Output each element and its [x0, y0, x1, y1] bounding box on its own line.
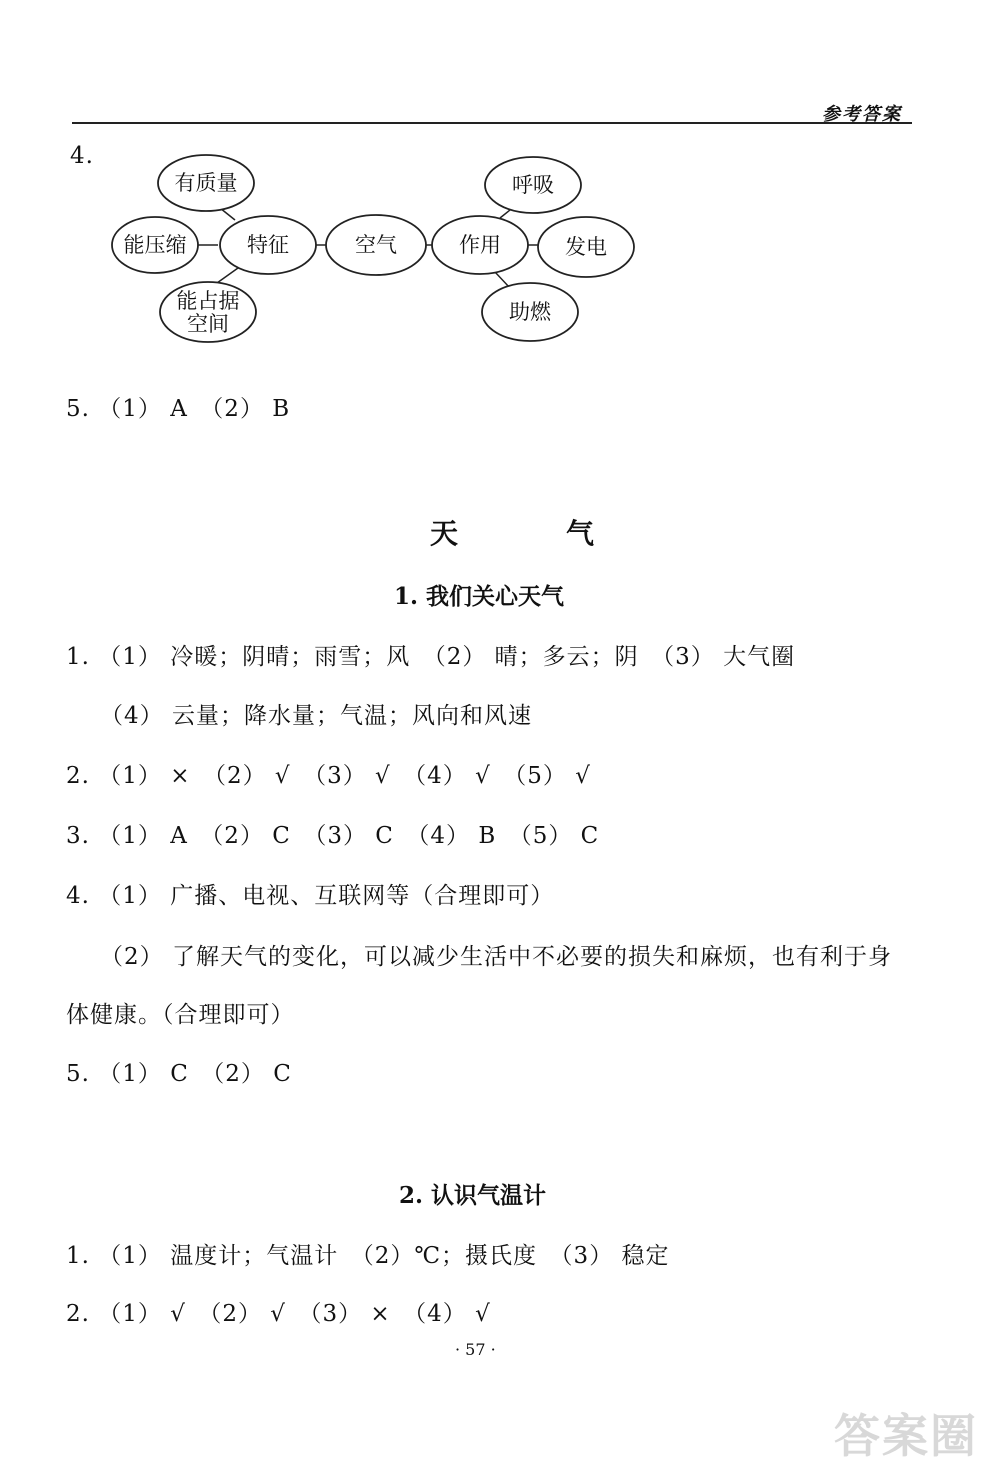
label-compressible: 能压缩: [123, 233, 187, 257]
label-power: 发电: [565, 235, 607, 259]
label-uses: 作用: [459, 233, 501, 257]
label-breathing: 呼吸: [512, 173, 554, 197]
label-occupy-line1: 能占据: [176, 289, 240, 313]
label-air: 空气: [355, 233, 397, 257]
air-mindmap: [100, 150, 660, 360]
page-number: · 57 ·: [455, 1340, 496, 1359]
section-title: 天 气: [430, 517, 635, 550]
answer-5-top: 5. （1） A （2） B: [66, 396, 291, 422]
lesson1-line-7: 体健康。（合理即可）: [66, 1002, 295, 1028]
lesson2-line-2: 2. （1） √ （2） √ （3） × （4） √: [66, 1301, 491, 1327]
lesson2-line-1: 1. （1） 温度计；气温计 （2）℃；摄氏度 （3） 稳定: [66, 1243, 670, 1269]
lesson1-line-1: 1. （1） 冷暖；阴晴；雨雪；风 （2） 晴；多云；阴 （3） 大气圈: [66, 644, 796, 670]
label-combustion: 助燃: [509, 300, 551, 324]
lesson1-line-6: （2） 了解天气的变化，可以减少生活中不必要的损失和麻烦，也有利于身: [100, 944, 892, 970]
lesson1-line-5: 4. （1） 广播、电视、互联网等（合理即可）: [66, 883, 555, 909]
lesson1-title: 1. 我们关心天气: [394, 583, 565, 610]
lesson1-line-3: 2. （1） × （2） √ （3） √ （4） √ （5） √: [66, 763, 591, 789]
label-occupy-line2: 空间: [187, 312, 229, 336]
header-title: 参考答案: [822, 104, 902, 125]
lesson2-title: 2. 认识气温计: [399, 1182, 547, 1209]
watermark-logo: 答案圈: [834, 1409, 978, 1463]
lesson1-line-2: （4） 云量；降水量；气温；风向和风速: [100, 703, 532, 729]
lesson1-line-4: 3. （1） A （2） C （3） C （4） B （5） C: [66, 823, 600, 849]
header-rule: [72, 122, 912, 124]
lesson1-line-8: 5. （1） C （2） C: [66, 1061, 292, 1087]
label-features: 特征: [247, 233, 289, 257]
label-has-mass: 有质量: [174, 171, 238, 195]
mindmap-number: 4.: [70, 143, 94, 169]
